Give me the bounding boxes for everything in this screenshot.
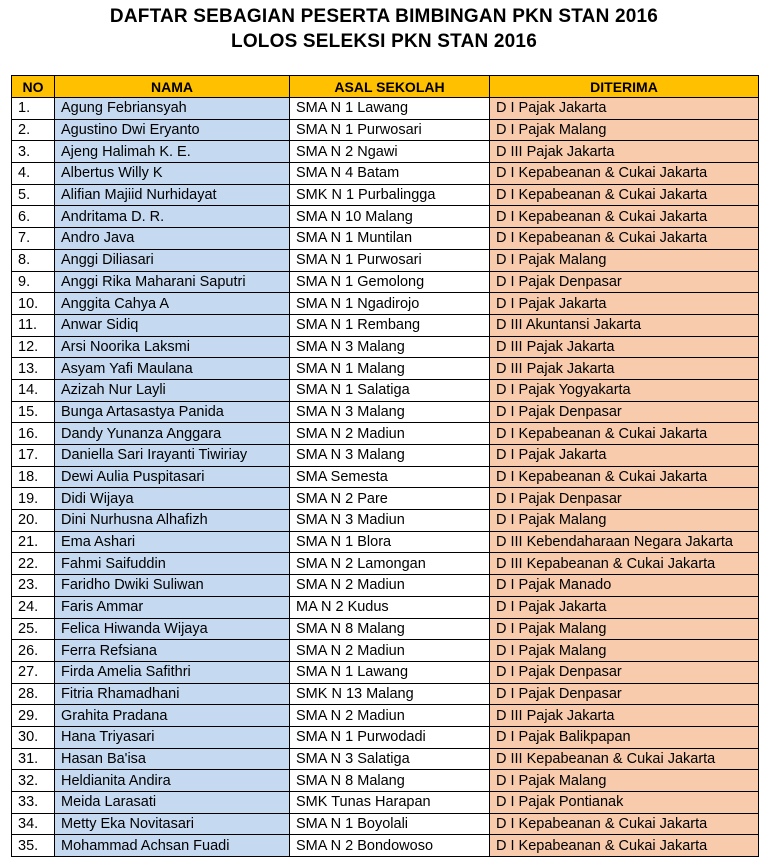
accepted-program: D I Pajak Balikpapan [490, 726, 759, 748]
row-number: 32. [12, 770, 55, 792]
school: SMA N 3 Salatiga [290, 748, 490, 770]
accepted-program: D III Pajak Jakarta [490, 336, 759, 358]
participant-name: Faridho Dwiki Suliwan [55, 575, 290, 597]
school: SMA N 8 Malang [290, 770, 490, 792]
row-number: 9. [12, 271, 55, 293]
row-number: 34. [12, 813, 55, 835]
participant-name: Ferra Refsiana [55, 640, 290, 662]
school: SMA N 3 Malang [290, 445, 490, 467]
accepted-program: D I Pajak Jakarta [490, 293, 759, 315]
accepted-program: D I Pajak Manado [490, 575, 759, 597]
accepted-program: D I Pajak Denpasar [490, 401, 759, 423]
row-number: 35. [12, 835, 55, 857]
participant-name: Heldianita Andira [55, 770, 290, 792]
school: SMA N 2 Madiun [290, 640, 490, 662]
accepted-program: D I Pajak Denpasar [490, 488, 759, 510]
accepted-program: D I Pajak Malang [490, 640, 759, 662]
accepted-program: D I Kepabeanan & Cukai Jakarta [490, 184, 759, 206]
table-row [12, 293, 759, 315]
accepted-program: D I Kepabeanan & Cukai Jakarta [490, 835, 759, 857]
table-row [12, 206, 759, 228]
accepted-program: D I Pajak Jakarta [490, 596, 759, 618]
school: SMA N 1 Lawang [290, 98, 490, 120]
row-number: 3. [12, 141, 55, 163]
row-number: 31. [12, 748, 55, 770]
school: SMA N 1 Ngadirojo [290, 293, 490, 315]
school: SMA N 2 Madiun [290, 575, 490, 597]
table-row [12, 184, 759, 206]
school: SMA N 1 Boyolali [290, 813, 490, 835]
school: SMK N 1 Purbalingga [290, 184, 490, 206]
accepted-program: D I Pajak Denpasar [490, 271, 759, 293]
participant-name: Hana Triyasari [55, 726, 290, 748]
participant-name: Azizah Nur Layli [55, 379, 290, 401]
row-number: 17. [12, 445, 55, 467]
school: SMA N 1 Gemolong [290, 271, 490, 293]
table-row [12, 661, 759, 683]
header-nama: NAMA [55, 76, 290, 98]
table-row [12, 792, 759, 814]
school: SMA N 1 Purwosari [290, 249, 490, 271]
row-number: 18. [12, 466, 55, 488]
accepted-program: D I Kepabeanan & Cukai Jakarta [490, 163, 759, 185]
school: SMA N 10 Malang [290, 206, 490, 228]
accepted-program: D III Akuntansi Jakarta [490, 314, 759, 336]
table-row [12, 726, 759, 748]
row-number: 26. [12, 640, 55, 662]
participant-name: Agustino Dwi Eryanto [55, 119, 290, 141]
table-row [12, 531, 759, 553]
participant-name: Grahita Pradana [55, 705, 290, 727]
participant-name: Daniella Sari Irayanti Tiwiriay [55, 445, 290, 467]
participant-name: Alifian Majiid Nurhidayat [55, 184, 290, 206]
participant-name: Andritama D. R. [55, 206, 290, 228]
school: SMA N 8 Malang [290, 618, 490, 640]
participant-name: Hasan Ba'isa [55, 748, 290, 770]
school: SMA N 1 Muntilan [290, 228, 490, 250]
accepted-program: D I Pajak Malang [490, 119, 759, 141]
school: SMA N 2 Lamongan [290, 553, 490, 575]
table-row [12, 119, 759, 141]
school: SMA N 2 Madiun [290, 423, 490, 445]
table-row [12, 553, 759, 575]
row-number: 29. [12, 705, 55, 727]
header-no: NO [12, 76, 55, 98]
school: SMA N 3 Malang [290, 336, 490, 358]
accepted-program: D III Pajak Jakarta [490, 705, 759, 727]
school: SMA N 2 Bondowoso [290, 835, 490, 857]
page-title: DAFTAR SEBAGIAN PESERTA BIMBINGAN PKN STAN 2016 [109, 6, 659, 27]
participant-name: Andro Java [55, 228, 290, 250]
participant-name: Meida Larasati [55, 792, 290, 814]
table-row [12, 770, 759, 792]
table-row [12, 488, 759, 510]
participant-name: Firda Amelia Safithri [55, 661, 290, 683]
accepted-program: D I Pajak Denpasar [490, 683, 759, 705]
table-row [12, 705, 759, 727]
row-number: 4. [12, 163, 55, 185]
participant-name: Didi Wijaya [55, 488, 290, 510]
row-number: 1. [12, 98, 55, 120]
table-row [12, 748, 759, 770]
table-row [12, 683, 759, 705]
row-number: 19. [12, 488, 55, 510]
table-row [12, 141, 759, 163]
table-row [12, 813, 759, 835]
row-number: 22. [12, 553, 55, 575]
row-number: 14. [12, 379, 55, 401]
row-number: 33. [12, 792, 55, 814]
row-number: 16. [12, 423, 55, 445]
participant-name: Faris Ammar [55, 596, 290, 618]
participant-name: Albertus Willy K [55, 163, 290, 185]
participant-name: Mohammad Achsan Fuadi [55, 835, 290, 857]
school: SMA N 1 Rembang [290, 314, 490, 336]
participant-name: Anggi Rika Maharani Saputri [55, 271, 290, 293]
participant-name: Fahmi Saifuddin [55, 553, 290, 575]
accepted-program: D I Kepabeanan & Cukai Jakarta [490, 423, 759, 445]
participant-name: Ema Ashari [55, 531, 290, 553]
accepted-program: D III Kebendaharaan Negara Jakarta [490, 531, 759, 553]
participant-name: Dewi Aulia Puspitasari [55, 466, 290, 488]
table-row [12, 835, 759, 857]
participant-name: Arsi Noorika Laksmi [55, 336, 290, 358]
accepted-program: D I Pajak Jakarta [490, 98, 759, 120]
row-number: 28. [12, 683, 55, 705]
header-asal-sekolah: ASAL SEKOLAH [290, 76, 490, 98]
table-row [12, 618, 759, 640]
participant-name: Bunga Artasastya Panida [55, 401, 290, 423]
accepted-program: D I Pajak Malang [490, 618, 759, 640]
school: SMA N 2 Pare [290, 488, 490, 510]
participant-name: Fitria Rhamadhani [55, 683, 290, 705]
participant-name: Dandy Yunanza Anggara [55, 423, 290, 445]
participants-table [11, 75, 759, 857]
participant-name: Metty Eka Novitasari [55, 813, 290, 835]
school: SMA N 1 Blora [290, 531, 490, 553]
participant-name: Anggita Cahya A [55, 293, 290, 315]
row-number: 7. [12, 228, 55, 250]
school: SMK N 13 Malang [290, 683, 490, 705]
accepted-program: D I Kepabeanan & Cukai Jakarta [490, 228, 759, 250]
school: SMA N 3 Madiun [290, 510, 490, 532]
accepted-program: D I Pajak Malang [490, 249, 759, 271]
row-number: 24. [12, 596, 55, 618]
row-number: 12. [12, 336, 55, 358]
school: SMA N 3 Malang [290, 401, 490, 423]
table-row [12, 314, 759, 336]
table-row [12, 445, 759, 467]
table-row [12, 640, 759, 662]
school: SMA N 2 Madiun [290, 705, 490, 727]
participant-name: Agung Febriansyah [55, 98, 290, 120]
participant-name: Dini Nurhusna Alhafizh [55, 510, 290, 532]
table-row [12, 228, 759, 250]
accepted-program: D I Pajak Malang [490, 770, 759, 792]
table-row [12, 249, 759, 271]
participant-name: Anwar Sidiq [55, 314, 290, 336]
accepted-program: D I Kepabeanan & Cukai Jakarta [490, 813, 759, 835]
accepted-program: D I Kepabeanan & Cukai Jakarta [490, 466, 759, 488]
accepted-program: D I Pajak Jakarta [490, 445, 759, 467]
page-subtitle: LOLOS SELEKSI PKN STAN 2016 [231, 31, 537, 52]
row-number: 11. [12, 314, 55, 336]
row-number: 27. [12, 661, 55, 683]
table-row [12, 336, 759, 358]
header-diterima: DITERIMA [490, 76, 759, 98]
row-number: 23. [12, 575, 55, 597]
row-number: 21. [12, 531, 55, 553]
school: SMA N 4 Batam [290, 163, 490, 185]
table-header [12, 76, 759, 98]
table-row [12, 379, 759, 401]
school: SMA N 1 Lawang [290, 661, 490, 683]
school: SMA Semesta [290, 466, 490, 488]
school: MA N 2 Kudus [290, 596, 490, 618]
participant-name: Asyam Yafi Maulana [55, 358, 290, 380]
row-number: 8. [12, 249, 55, 271]
participant-name: Anggi Diliasari [55, 249, 290, 271]
accepted-program: D III Pajak Jakarta [490, 358, 759, 380]
row-number: 20. [12, 510, 55, 532]
row-number: 6. [12, 206, 55, 228]
table-row [12, 271, 759, 293]
accepted-program: D I Pajak Yogyakarta [490, 379, 759, 401]
row-number: 5. [12, 184, 55, 206]
participant-name: Ajeng Halimah K. E. [55, 141, 290, 163]
accepted-program: D III Pajak Jakarta [490, 141, 759, 163]
row-number: 13. [12, 358, 55, 380]
row-number: 10. [12, 293, 55, 315]
table-row [12, 510, 759, 532]
table-row [12, 423, 759, 445]
accepted-program: D I Pajak Pontianak [490, 792, 759, 814]
accepted-program: D I Pajak Denpasar [490, 661, 759, 683]
table-row [12, 358, 759, 380]
school: SMA N 2 Ngawi [290, 141, 490, 163]
table-row [12, 466, 759, 488]
row-number: 30. [12, 726, 55, 748]
participant-name: Felica Hiwanda Wijaya [55, 618, 290, 640]
school: SMA N 1 Salatiga [290, 379, 490, 401]
row-number: 25. [12, 618, 55, 640]
table-row [12, 401, 759, 423]
school: SMK Tunas Harapan [290, 792, 490, 814]
table-row [12, 163, 759, 185]
accepted-program: D I Pajak Malang [490, 510, 759, 532]
accepted-program: D III Kepabeanan & Cukai Jakarta [490, 748, 759, 770]
accepted-program: D III Kepabeanan & Cukai Jakarta [490, 553, 759, 575]
school: SMA N 1 Malang [290, 358, 490, 380]
table-row [12, 596, 759, 618]
table-row [12, 98, 759, 120]
school: SMA N 1 Purwosari [290, 119, 490, 141]
row-number: 15. [12, 401, 55, 423]
row-number: 2. [12, 119, 55, 141]
school: SMA N 1 Purwodadi [290, 726, 490, 748]
accepted-program: D I Kepabeanan & Cukai Jakarta [490, 206, 759, 228]
table-row [12, 575, 759, 597]
